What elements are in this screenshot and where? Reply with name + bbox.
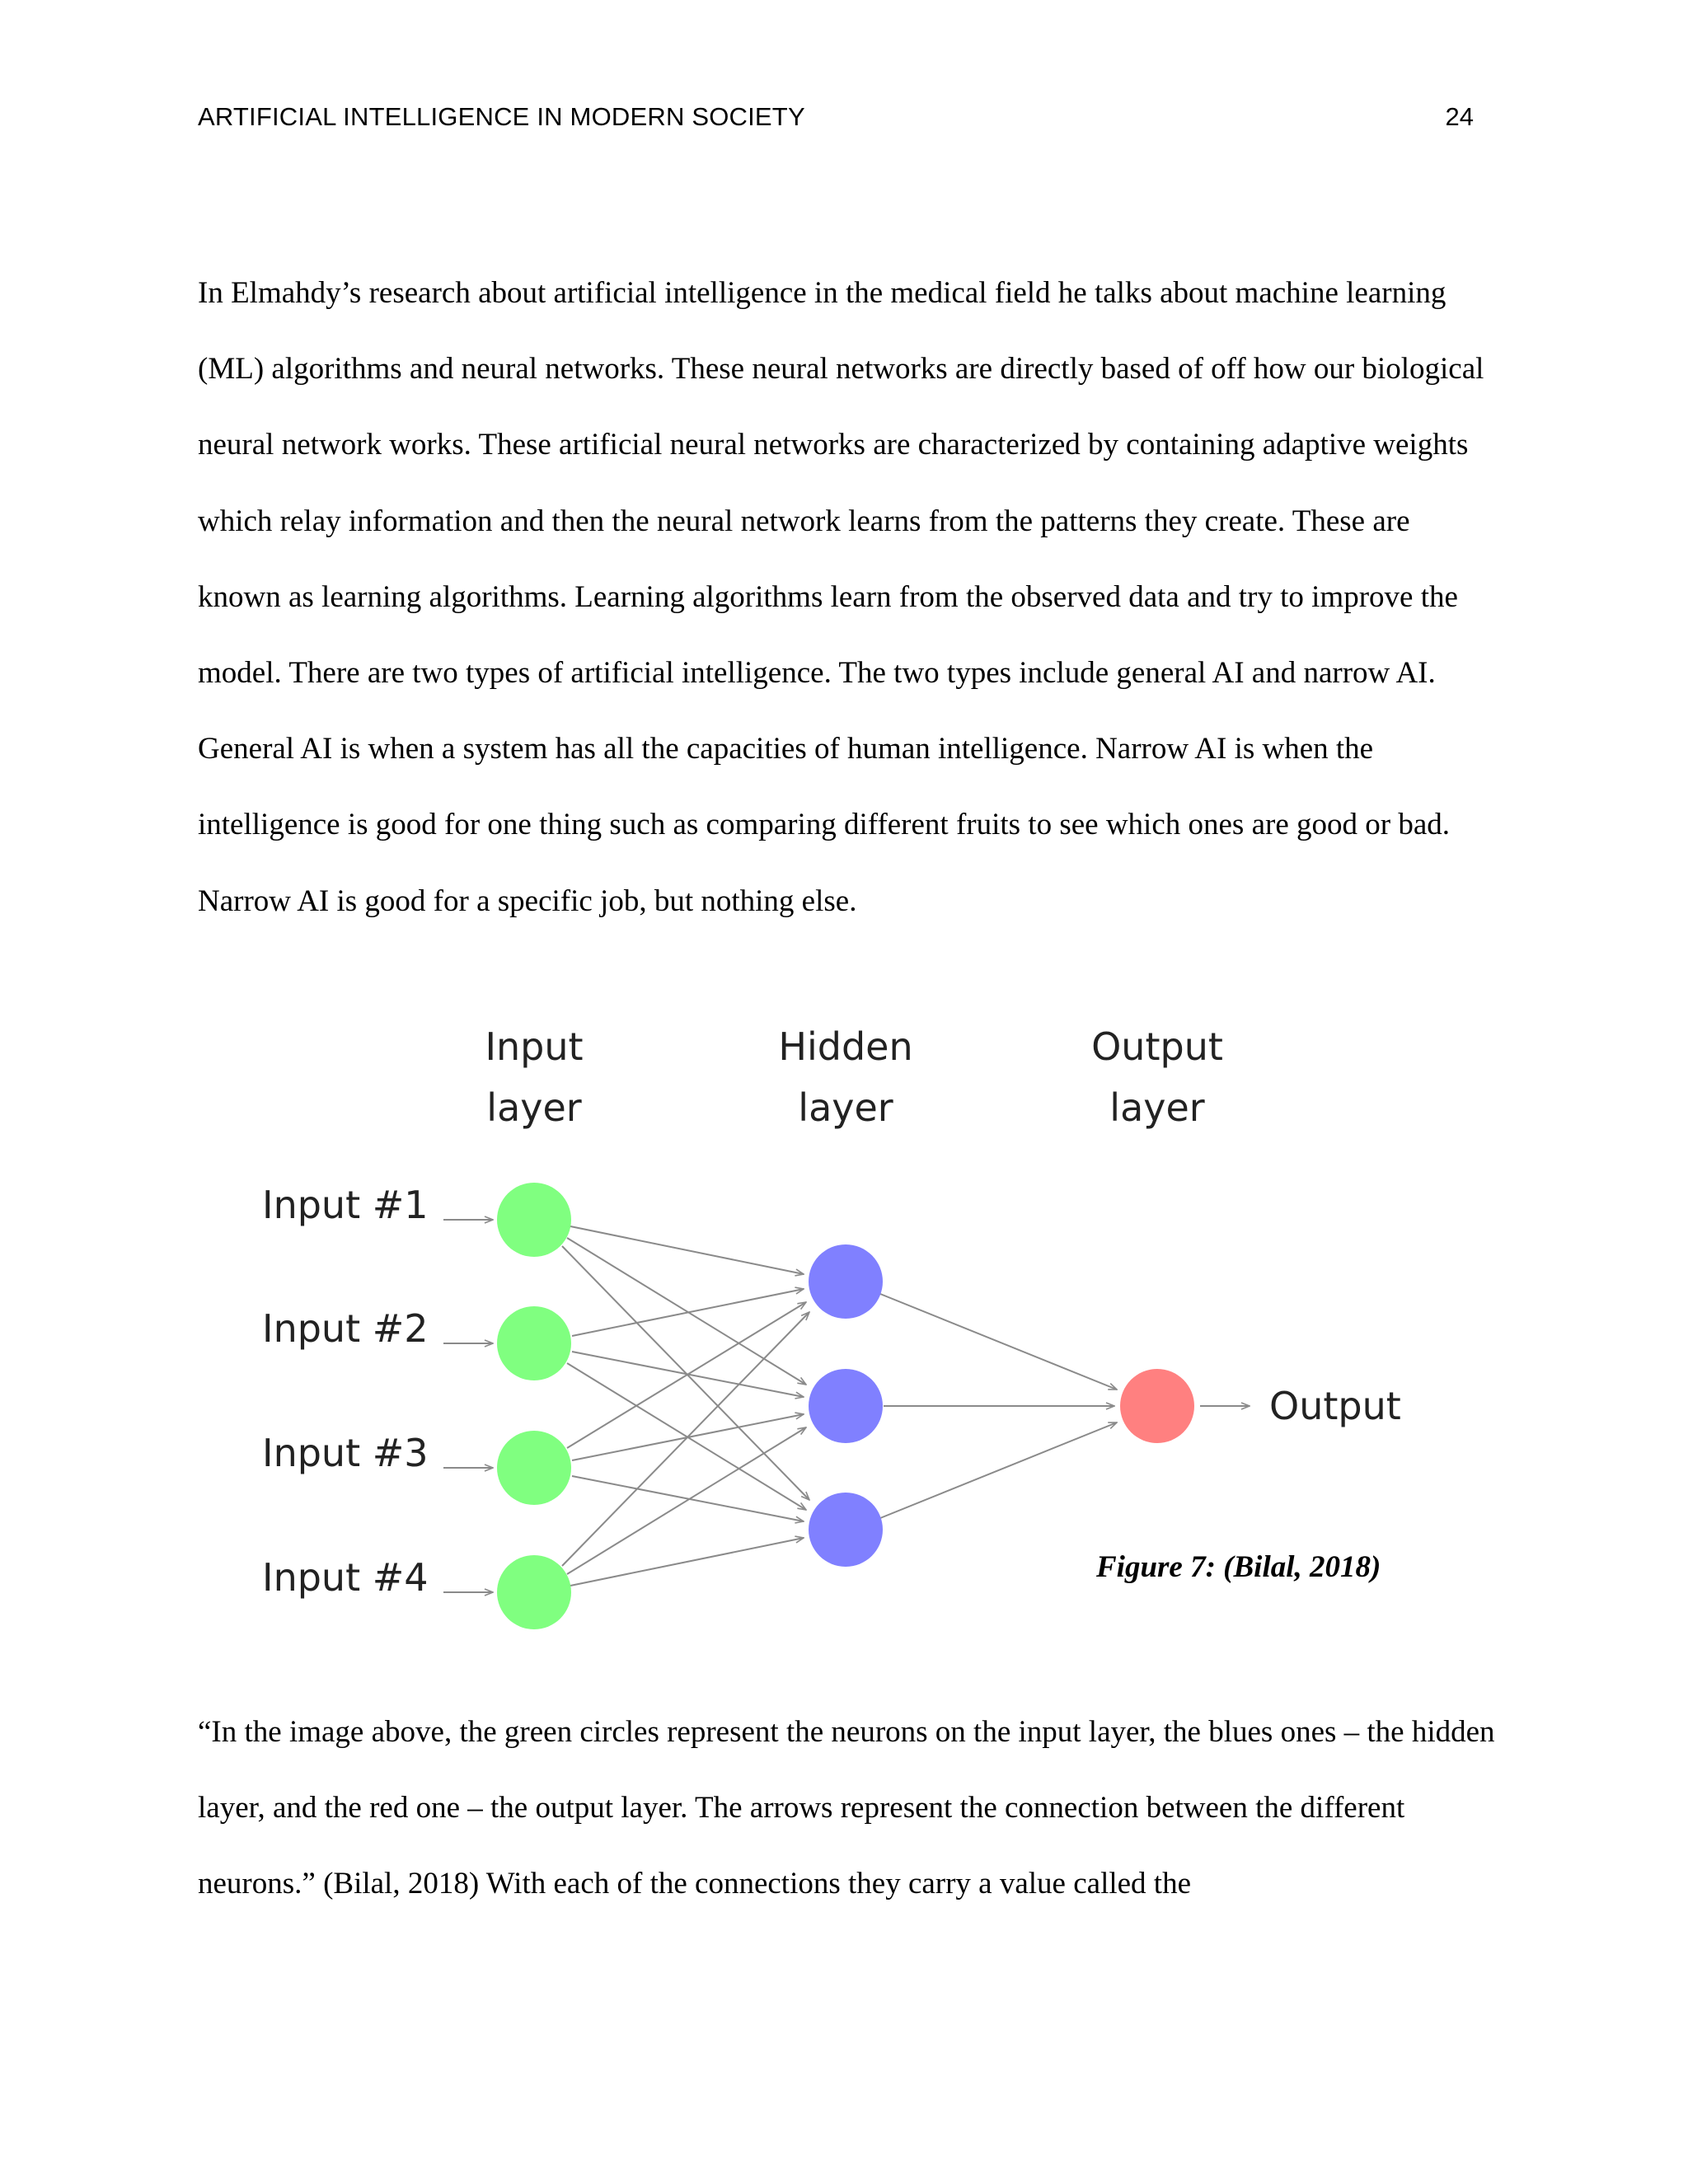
- body-paragraph-1: In Elmahdy’s research about artificial intelligence in the medical field he talks about machine learning (ML) algorithms and neural networks. These neural networks are directly based of off how our biological neural network works. These artificial neural networks are characterized by containing adaptive weights which relay information and then the neural network learns from the patterns they create. These are known as learning algorithms. Learning algorithms learn from the observed data and try to improve the model. There are two types of artificial intelligence. The two types include general AI and narrow AI. General AI is when a system has all the capacities of human intelligence. Narrow AI is when the intelligence is good for one thing such as comparing different fruits to see which ones are good or bad. Narrow AI is good for a specific job, but nothing else.: [198, 276, 1484, 918]
- input-label-3: Input #3: [262, 1431, 429, 1475]
- output-neuron: [1120, 1369, 1194, 1443]
- input-neuron-4: [497, 1555, 571, 1629]
- edge-i4-h1: [562, 1312, 809, 1566]
- layer-title-output-line2: layer: [1109, 1085, 1205, 1130]
- page-number: 24: [1445, 102, 1474, 131]
- layer-title-input-line2: layer: [486, 1085, 582, 1130]
- layer-title-input-line1: Input: [485, 1024, 584, 1069]
- edge-h1-o: [880, 1294, 1117, 1390]
- input-label-1: Input #1: [262, 1183, 429, 1227]
- edge-i2-h3: [567, 1363, 806, 1510]
- edge-h3-o: [880, 1422, 1117, 1518]
- input-neuron-3: [497, 1431, 571, 1505]
- layer-title-output-line1: Output: [1091, 1024, 1223, 1069]
- hidden-neuron-3: [809, 1493, 883, 1567]
- edge-i4-h2: [567, 1427, 806, 1574]
- input-neuron-1: [497, 1183, 571, 1257]
- input-labels: [262, 1183, 429, 1600]
- input-label-2: Input #2: [262, 1306, 429, 1351]
- layer-title-hidden-line2: layer: [798, 1085, 893, 1130]
- hidden-neuron-1: [809, 1244, 883, 1319]
- edge-i3-h3: [572, 1476, 804, 1521]
- edge-i1-h1: [570, 1226, 804, 1274]
- body-paragraph-2: “In the image above, the green circles represent the neurons on the input layer, the blues ones – the hidden layer, and the red one – the output layer. The arrows represent the connection between the different neurons.” (Bilal, 2018) With each of the connections they carry a value called the: [198, 1715, 1495, 1901]
- edge-i4-h3: [570, 1538, 804, 1586]
- edge-i3-h1: [567, 1302, 806, 1448]
- edge-i1-h2: [567, 1238, 806, 1385]
- neural-network-diagram: [0, 1014, 1688, 1673]
- running-head: ARTIFICIAL INTELLIGENCE IN MODERN SOCIETY: [198, 102, 805, 131]
- hidden-neuron-2: [809, 1369, 883, 1443]
- edge-i2-h1: [572, 1289, 804, 1336]
- layer-title-hidden-line1: Hidden: [778, 1024, 913, 1069]
- layer-titles: [485, 1024, 1222, 1130]
- input-label-4: Input #4: [262, 1555, 429, 1600]
- figure-caption: Figure 7: (Bilal, 2018): [1096, 1550, 1381, 1584]
- neural-network-figure: [0, 1014, 1688, 1673]
- input-neuron-2: [497, 1306, 571, 1380]
- output-label: Output: [1269, 1384, 1401, 1428]
